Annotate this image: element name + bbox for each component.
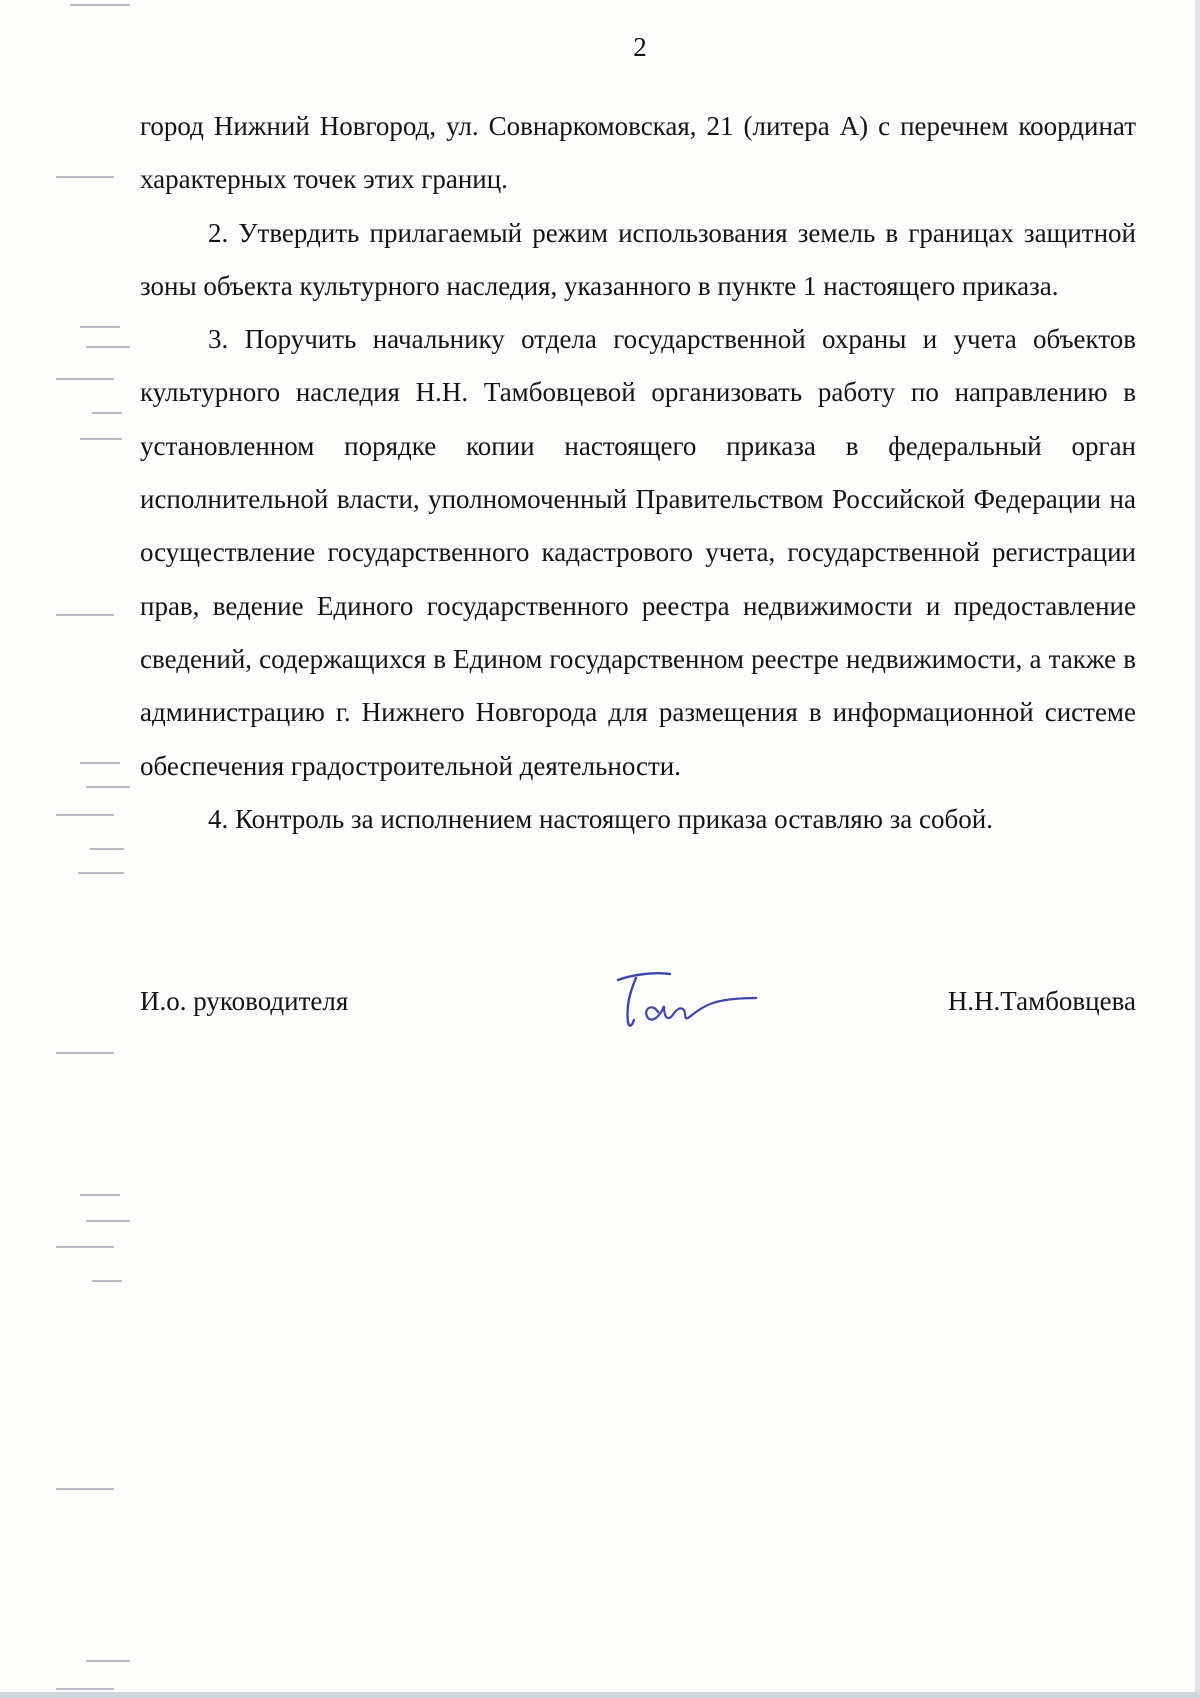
paragraph-item-3: 3. Поручить начальнику отдела государственной охраны и учета объектов культурного наследия Н.Н. Тамбовцевой организовать работу по направлению в установленном порядке копии настоящего приказа в федеральный орган исполнительной власти, уполномоченный Правительством Российской Федерации на осуществление государственного кадастрового учета, государственной регистрации прав, ведение Единого государственного реестра недвижимости и предоставление сведений, содержащихся в Едином государственном реестре недвижимости, а также в администрацию г. Нижнего Новгорода для размещения в информационной системе обеспечения градостроительной деятельности. [140, 324, 1136, 781]
signatory-name: Н.Н.Тамбовцева [947, 986, 1136, 1016]
paragraph-item-4: 4. Контроль за исполнением настоящего приказа оставляю за собой. [208, 803, 993, 834]
scan-edge-bottom [0, 1692, 1200, 1698]
paragraph-item-2: 2. Утвердить прилагаемый режим использования земель в границах защитной зоны объекта культурного наследия, указанного в пункте 1 настоящего приказа. [140, 217, 1136, 301]
bleed-through-marks [0, 0, 150, 1698]
handwritten-signature [612, 966, 762, 1036]
paragraph-continuation: город Нижний Новгород, ул. Совнаркомовская, 21 (литера А) с перечнем координат характерных точек этих границ. [140, 111, 1136, 195]
signature-block [140, 972, 1136, 1032]
document-body [140, 100, 1136, 846]
signatory-position: И.о. руководителя [140, 986, 349, 1016]
page-number: 2 [633, 32, 647, 62]
scan-edge-right [1195, 0, 1200, 1698]
